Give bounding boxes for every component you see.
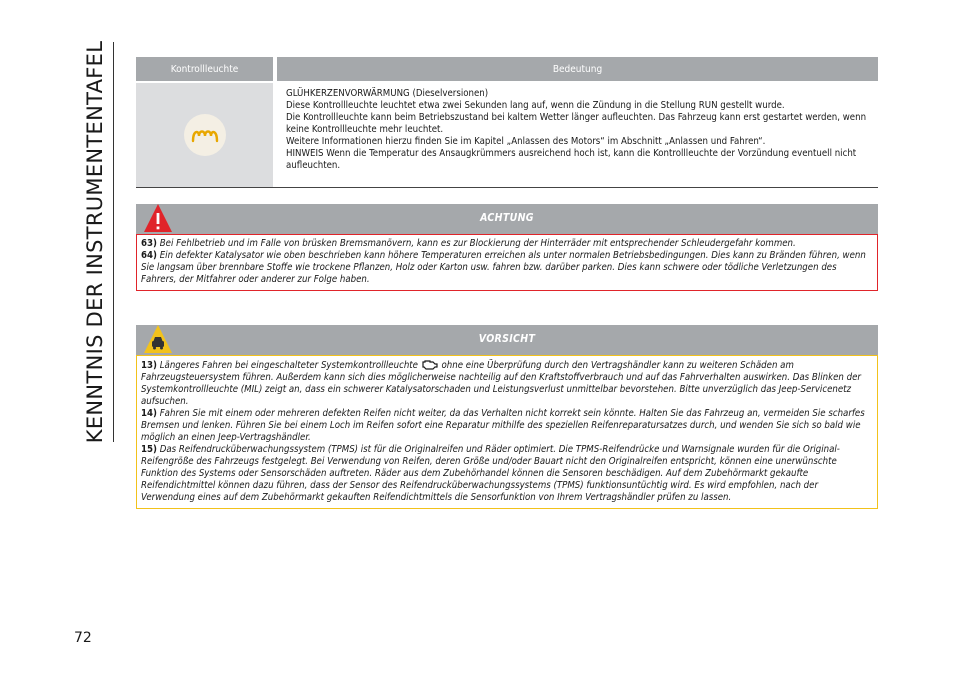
meaning-line: Diese Kontrollleuchte leuchtet etwa zwei Sekunden lang auf, wenn die Zündung in die Stellung RUN gestellt wurde. bbox=[286, 100, 785, 111]
warning-box bbox=[136, 204, 878, 291]
caution-item: 13) Längeres Fahren bei eingeschalteter Systemkontrollleuchte ohne eine Überprüfung durch den Vertragshändler kann zu weiteren Schäden am Fahrzeugsteuersystem führen. Außerdem kann sich dies möglicherweise nachteilig auf den Kraftstoffverbrauch und auf das Fahrverhalten auswirken. Das Blinken der Systemkontrollleuchte (MIL) zeigt an, dass ein schwerer Katalysatorschaden und Leistungsverlust unmittelbar bevorstehen. Bitte unverzüglich das Jeep-Servicenetz aufsuchen. bbox=[141, 360, 861, 407]
side-divider bbox=[113, 42, 114, 442]
indicator-table bbox=[136, 57, 878, 188]
meaning-cell bbox=[277, 83, 878, 187]
caution-item: 15) Das Reifendrucküberwachungssystem (TPMS) ist für die Originalreifen und Räder optimiert. Die TPMS-Reifendrücke und Warnsignale wurden für die Original-Reifengröße des Fahrzeugs festgelegt. Bei Verwendung von Reifen, deren Größe und/oder Bauart nicht den Originalreifen entspricht, können eine unerwünschte Funktion des Systems oder Sensorschäden auftreten. Räder aus dem Zubehörhandel können die Sensoren beschädigen. Auf dem Zubehörmarkt gekaufte Reifendichtmittel können dazu führen, dass der Sensor des Reifendrucküberwachungssystems (TPMS) funktionsuntüchtig wird. Es wird empfohlen, nach der Verwendung eines auf dem Zubehörmarkt gekauften Reifendichtmittels die Sensorfunktion von Ihrem Vertragshändler prüfen zu lassen. bbox=[141, 444, 840, 503]
warning-item: 63) Bei Fehlbetrieb und im Falle von brüsken Bremsmanövern, kann es zur Blockierung der Hinterräder mit entsprechender Schleudergefahr kommen. bbox=[141, 238, 796, 249]
engine-check-icon bbox=[421, 359, 439, 370]
caution-title: VORSICHT bbox=[478, 333, 536, 345]
meaning-line: Die Kontrollleuchte kann beim Betriebszustand bei kaltem Wetter länger aufleuchten. Das Fahrzeug kann erst gestartet werden, wenn keine Kontrollleuchte mehr leuchtet. bbox=[286, 112, 867, 135]
table-header bbox=[136, 57, 878, 81]
caution-body bbox=[136, 355, 878, 509]
caution-item: 14) Fahren Sie mit einem oder mehreren defekten Reifen nicht weiter, da das Verhalten nicht korrekt sein könnte. Halten Sie das Fahrzeug an, vermeiden Sie scharfes Bremsen und lenken. Führen Sie bei einem Loch im Reifen sofort eine Reparatur mithilfe des speziellen Reifenreparatursatzes durch, und wenden Sie sich so bald wie möglich an einen Jeep-Vertragshändler. bbox=[141, 408, 865, 443]
warning-item: 64) Ein defekter Katalysator wie oben beschrieben kann höhere Temperaturen erreichen als unter normalen Betriebsbedingungen. Dies kann zu Bränden führen, wenn Sie langsam über brennbare Stoffe wie trockene Pflanzen, Holz oder Karton usw. fahren bzw. darüber parken. Dies kann schwere oder tödliche Verletzungen des Fahrers, der Mitfahrer oder anderer zur Folge haben. bbox=[141, 250, 866, 285]
warning-title: ACHTUNG bbox=[480, 212, 534, 224]
warning-header bbox=[136, 204, 878, 234]
caution-box bbox=[136, 325, 878, 509]
page-number: 72 bbox=[74, 630, 92, 646]
meaning-title: GLÜHKERZENVORWÄRMUNG (Dieselversionen) bbox=[286, 88, 489, 99]
header-bedeutung: Bedeutung bbox=[277, 57, 878, 81]
header-kontrollleuchte: Kontrollleuchte bbox=[136, 57, 273, 81]
table-row bbox=[136, 83, 878, 188]
meaning-note: HINWEIS Wenn die Temperatur des Ansaugkrümmers ausreichend hoch ist, kann die Kontrollleuchte der Vorzündung eventuell nicht aufleuchten. bbox=[286, 148, 857, 171]
warning-body bbox=[136, 234, 878, 291]
meaning-line: Weitere Informationen hierzu finden Sie im Kapitel „Anlassen des Motors“ im Abschnitt „Anlassen und Fahren“. bbox=[286, 136, 766, 147]
indicator-cell bbox=[136, 83, 273, 187]
caution-header bbox=[136, 325, 878, 355]
glow-plug-icon bbox=[184, 114, 226, 156]
section-side-title: KENNTNIS DER INSTRUMENTENTAFEL bbox=[83, 40, 107, 444]
